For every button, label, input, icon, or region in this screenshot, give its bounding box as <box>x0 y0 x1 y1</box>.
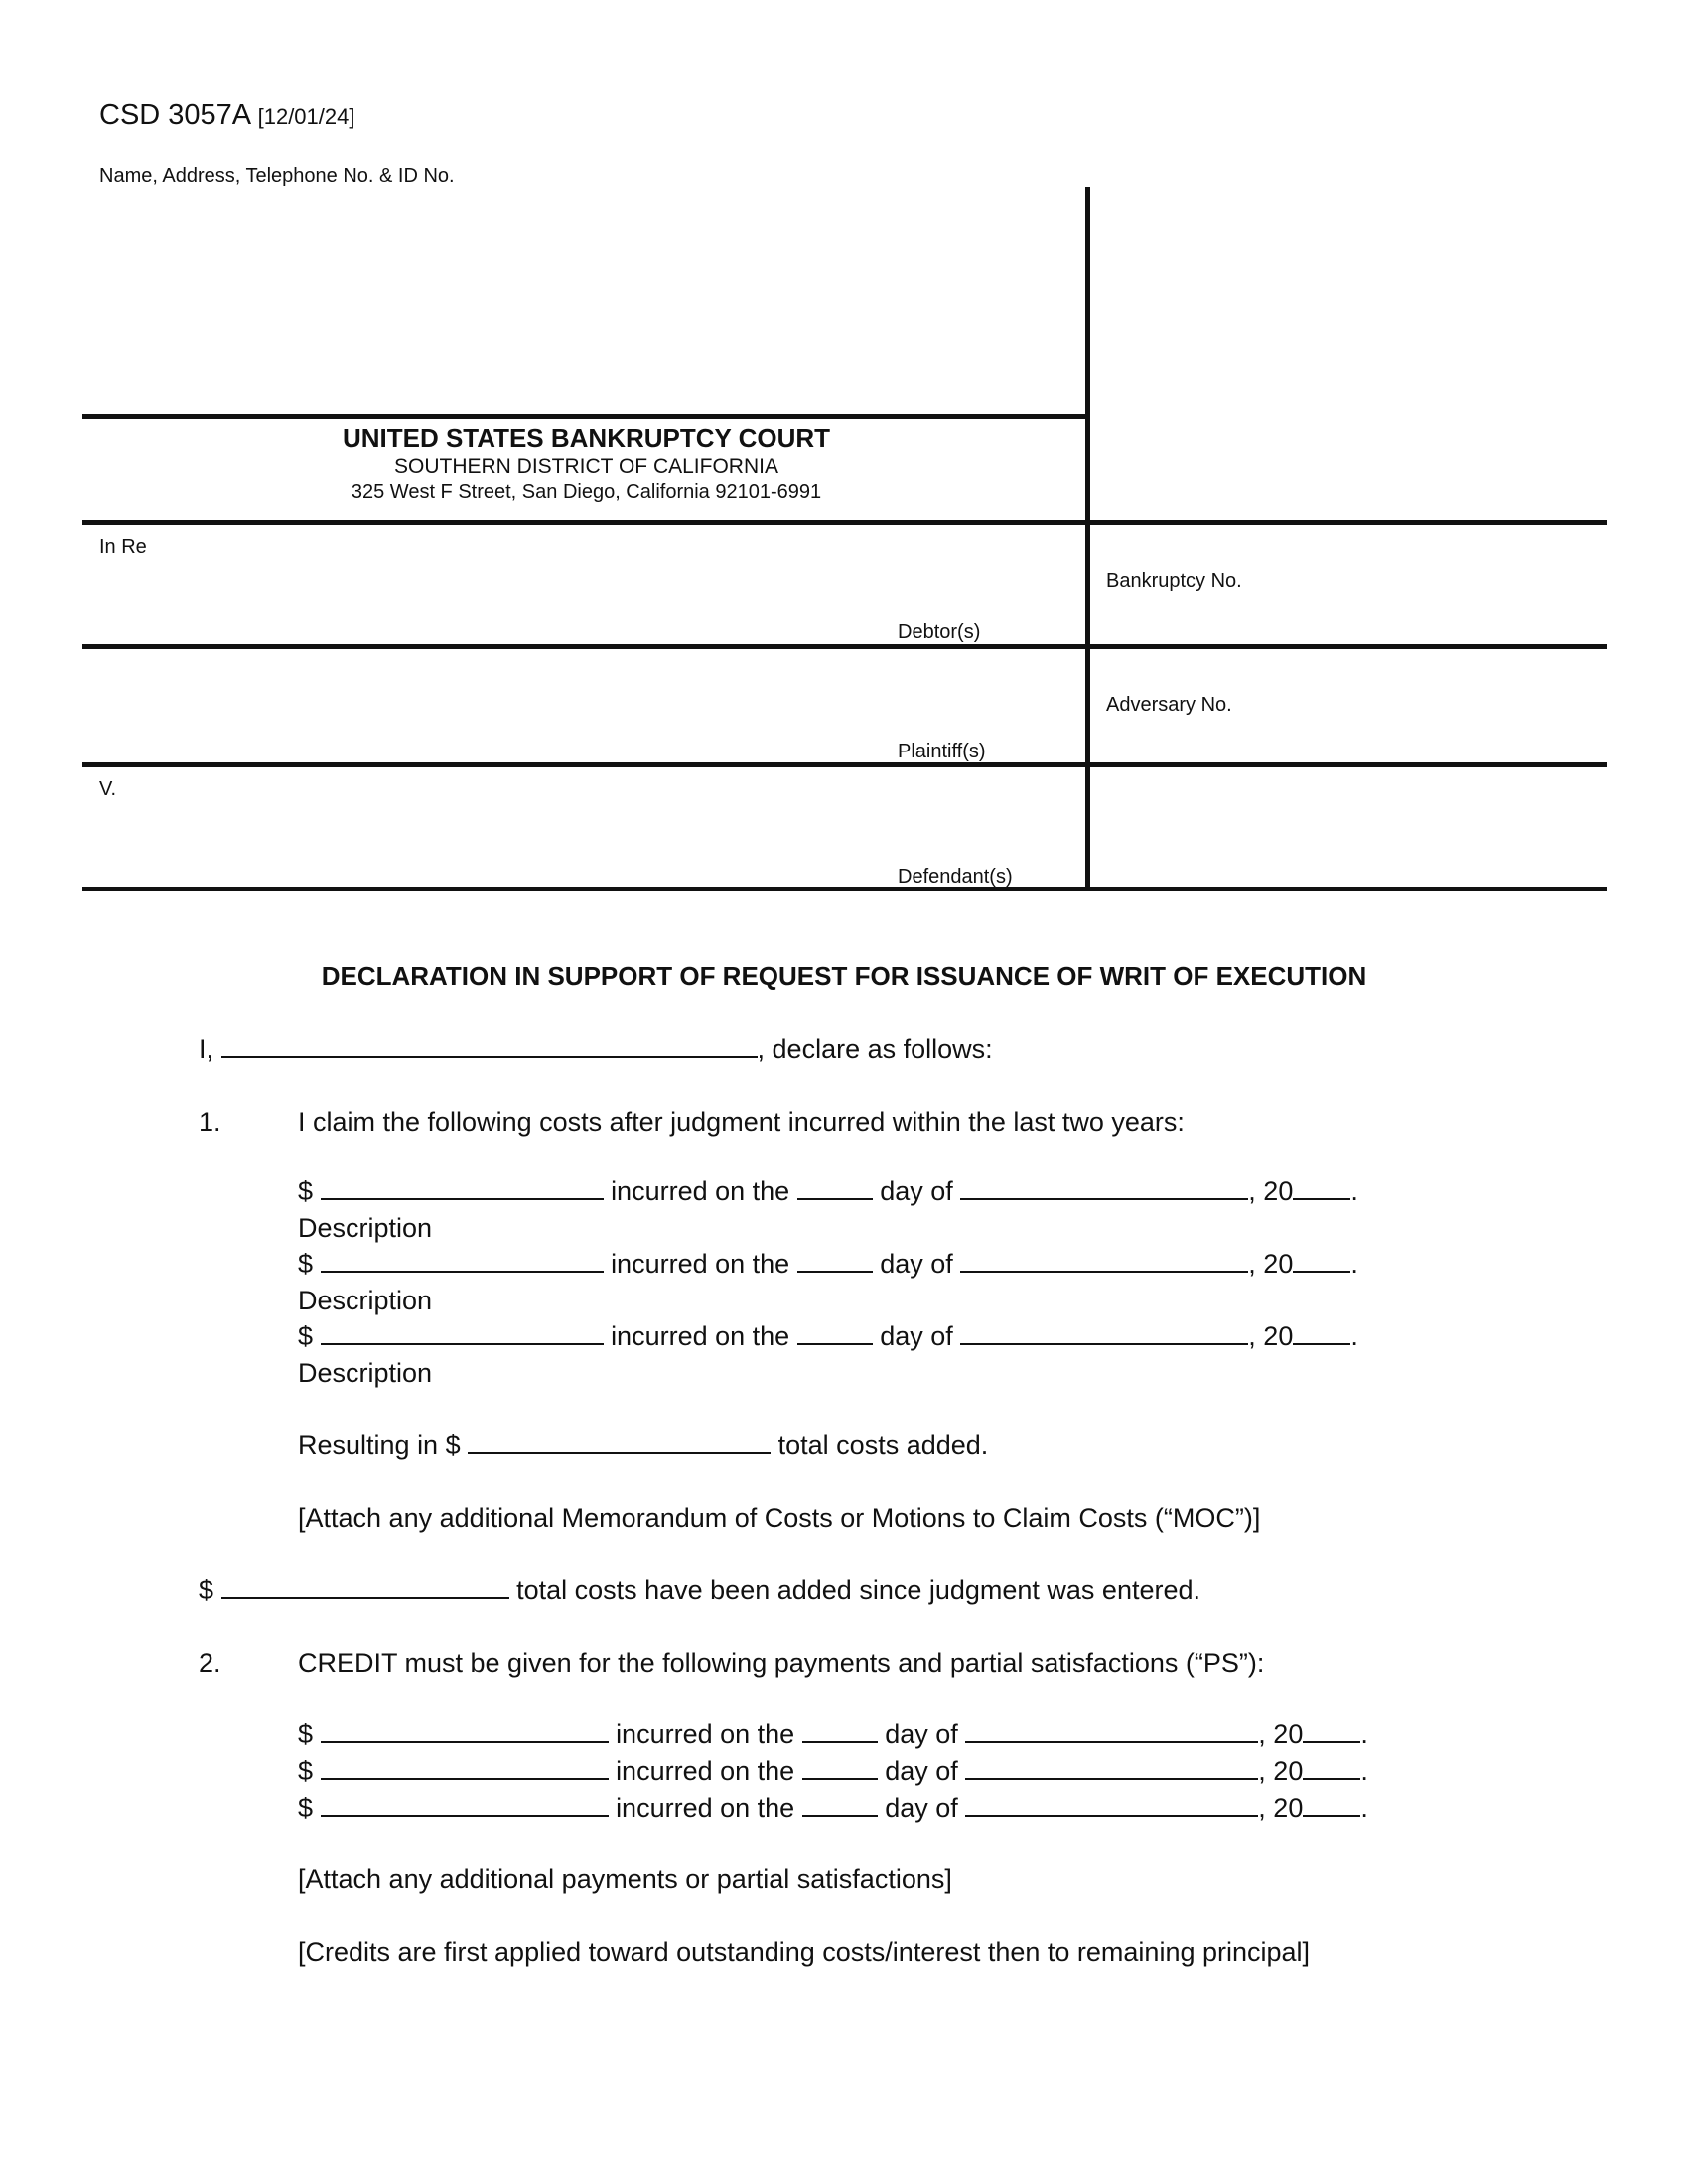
incurred-label: incurred on the <box>616 1793 795 1823</box>
caption-vertical-divider <box>1085 187 1090 889</box>
resulting-prefix: Resulting in $ <box>298 1431 461 1460</box>
cost-row <box>298 1176 1358 1207</box>
month-blank[interactable] <box>965 1740 1258 1743</box>
attorney-label: Name, Address, Telephone No. & ID No. <box>99 165 455 187</box>
year-blank[interactable] <box>1303 1777 1360 1780</box>
dollar-sign: $ <box>298 1719 314 1749</box>
incurred-label: incurred on the <box>611 1176 790 1206</box>
resulting-total-blank[interactable] <box>468 1451 771 1454</box>
year-blank[interactable] <box>1293 1270 1350 1273</box>
day-of-label: day of <box>885 1793 958 1823</box>
dollar-sign: $ <box>298 1249 314 1279</box>
form-date: [12/01/24] <box>257 104 355 129</box>
day-of-label: day of <box>880 1176 953 1206</box>
amount-blank[interactable] <box>321 1814 609 1817</box>
caption-rule-4 <box>82 887 1607 891</box>
year-prefix: , 20 <box>1258 1719 1304 1749</box>
in-re-label: In Re <box>99 536 147 558</box>
defendant-label: Defendant(s) <box>898 866 1013 887</box>
adversary-no-label: Adversary No. <box>1106 694 1232 716</box>
year-blank[interactable] <box>1303 1740 1360 1743</box>
section1-text: I claim the following costs after judgment incurred within the last two years: <box>298 1107 1185 1137</box>
period: . <box>1350 1321 1358 1351</box>
year-blank[interactable] <box>1293 1342 1350 1345</box>
amount-blank[interactable] <box>321 1777 609 1780</box>
month-blank[interactable] <box>960 1270 1248 1273</box>
period: . <box>1360 1756 1368 1786</box>
caption-rule-1 <box>82 520 1607 525</box>
total-since-blank[interactable] <box>221 1596 509 1599</box>
document-title: DECLARATION IN SUPPORT OF REQUEST FOR ISSUANCE OF WRIT OF EXECUTION <box>321 961 1367 991</box>
year-prefix: , 20 <box>1248 1176 1294 1206</box>
court-top-rule <box>82 414 1090 419</box>
period: . <box>1360 1719 1368 1749</box>
section2-number: 2. <box>199 1648 221 1678</box>
month-blank[interactable] <box>965 1777 1258 1780</box>
credit-row <box>298 1793 1368 1824</box>
year-prefix: , 20 <box>1258 1793 1304 1823</box>
cost-row <box>298 1321 1358 1352</box>
form-id-line <box>99 99 354 132</box>
day-of-label: day of <box>885 1719 958 1749</box>
incurred-label: incurred on the <box>611 1249 790 1279</box>
day-of-label: day of <box>880 1321 953 1351</box>
total-since-line <box>199 1575 1200 1606</box>
year-prefix: , 20 <box>1258 1756 1304 1786</box>
court-address: 325 West F Street, San Diego, California 92101-6991 <box>351 481 822 503</box>
incurred-label: incurred on the <box>616 1719 795 1749</box>
incurred-label: incurred on the <box>611 1321 790 1351</box>
amount-blank[interactable] <box>321 1197 604 1200</box>
month-blank[interactable] <box>960 1197 1248 1200</box>
dollar-sign: $ <box>199 1575 214 1605</box>
section1-number: 1. <box>199 1107 221 1137</box>
period: . <box>1350 1249 1358 1279</box>
incurred-label: incurred on the <box>616 1756 795 1786</box>
dollar-sign: $ <box>298 1756 314 1786</box>
year-blank[interactable] <box>1293 1197 1350 1200</box>
amount-blank[interactable] <box>321 1342 604 1345</box>
resulting-suffix: total costs added. <box>777 1431 989 1460</box>
section2-attach-note: [Attach any additional payments or partial satisfactions] <box>298 1864 952 1894</box>
day-blank[interactable] <box>797 1197 873 1200</box>
description-label: Description <box>298 1213 433 1243</box>
dollar-sign: $ <box>298 1176 314 1206</box>
day-blank[interactable] <box>802 1777 878 1780</box>
day-blank[interactable] <box>797 1270 873 1273</box>
year-blank[interactable] <box>1303 1814 1360 1817</box>
credits-note: [Credits are first applied toward outstanding costs/interest then to remaining principal] <box>298 1937 1311 1967</box>
amount-blank[interactable] <box>321 1740 609 1743</box>
declarant-prefix: I, <box>199 1034 214 1064</box>
cost-row <box>298 1249 1358 1280</box>
caption-rule-2 <box>82 644 1607 649</box>
day-blank[interactable] <box>797 1342 873 1345</box>
month-blank[interactable] <box>965 1814 1258 1817</box>
section1-attach-note: [Attach any additional Memorandum of Costs or Motions to Claim Costs (“MOC”)] <box>298 1503 1261 1533</box>
credit-row <box>298 1756 1368 1787</box>
description-label: Description <box>298 1358 433 1388</box>
day-blank[interactable] <box>802 1814 878 1817</box>
credit-row <box>298 1719 1368 1750</box>
resulting-total-line <box>298 1431 988 1461</box>
year-prefix: , 20 <box>1248 1249 1294 1279</box>
period: . <box>1350 1176 1358 1206</box>
caption-rule-3 <box>82 762 1607 767</box>
day-of-label: day of <box>880 1249 953 1279</box>
day-of-label: day of <box>885 1756 958 1786</box>
year-prefix: , 20 <box>1248 1321 1294 1351</box>
dollar-sign: $ <box>298 1793 314 1823</box>
month-blank[interactable] <box>960 1342 1248 1345</box>
v-label: V. <box>99 778 117 800</box>
declarant-suffix: , declare as follows: <box>757 1034 993 1064</box>
period: . <box>1360 1793 1368 1823</box>
bankruptcy-no-label: Bankruptcy No. <box>1106 570 1242 592</box>
declarant-line <box>199 1034 993 1065</box>
court-name: UNITED STATES BANKRUPTCY COURT <box>342 423 831 453</box>
day-blank[interactable] <box>802 1740 878 1743</box>
form-id: CSD 3057A <box>99 99 250 131</box>
amount-blank[interactable] <box>321 1270 604 1273</box>
plaintiff-label: Plaintiff(s) <box>898 741 986 762</box>
total-since-text: total costs have been added since judgment was entered. <box>516 1575 1201 1605</box>
court-district: SOUTHERN DISTRICT OF CALIFORNIA <box>394 455 778 478</box>
declarant-name-blank[interactable] <box>221 1055 758 1058</box>
description-label: Description <box>298 1286 433 1315</box>
dollar-sign: $ <box>298 1321 314 1351</box>
debtor-label: Debtor(s) <box>898 621 981 643</box>
section2-text: CREDIT must be given for the following payments and partial satisfactions (“PS”): <box>298 1648 1265 1678</box>
